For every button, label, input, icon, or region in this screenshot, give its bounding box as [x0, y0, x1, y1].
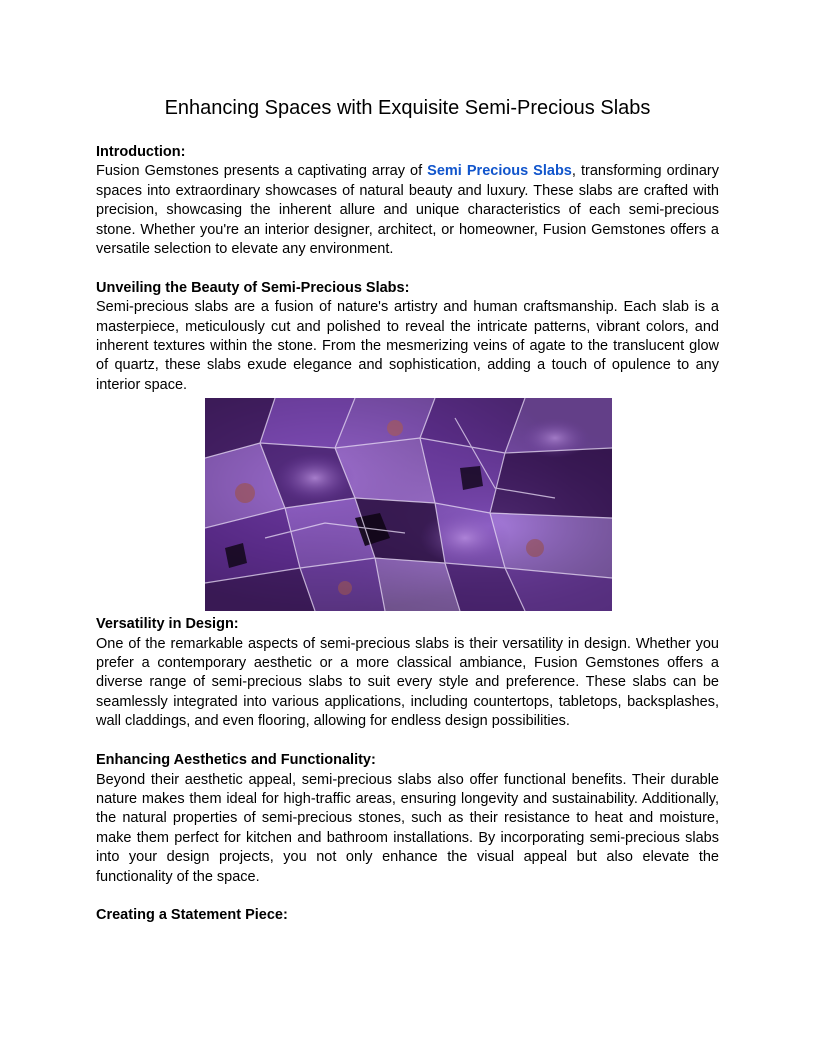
document-title: Enhancing Spaces with Exquisite Semi-Precious Slabs: [164, 97, 651, 119]
intro-text-before-link: Fusion Gemstones presents a captivating array of: [96, 163, 428, 180]
section-heading-introduction: Introduction:: [96, 144, 186, 160]
section-text-aesthetics: Beyond their aesthetic appeal, semi-precious slabs also offer functional benefits. Their durable nature makes them ideal for high-traffic areas, ensuring longevity and sustainability. Additionally, the natural properties of semi-precious stones, such as their resistance to heat and moisture, make them perfect for kitchen and bathroom installations. By incorporating semi-precious slabs into your design projects, you not only enhance the visual appeal but also elevate the functionality of the space.: [96, 771, 719, 885]
section-heading-unveiling: Unveiling the Beauty of Semi-Precious Slabs:: [96, 279, 410, 296]
amethyst-slab-image: [205, 398, 612, 611]
section-text-introduction: [96, 162, 719, 259]
section-heading-statement: Creating a Statement Piece:: [96, 907, 288, 924]
semi-precious-slabs-link[interactable]: Semi Precious Slabs: [427, 163, 572, 180]
intro-text-after-link: , transforming ordinary spaces into extraordinary showcases of natural beauty and luxury. These slabs are crafted with precision, showcasing the inherent allure and unique characteristics of each semi-precious stone. Whether you're an interior designer, architect, or homeowner, Fusion Gemstones offers a versatile selection to elevate any environment.: [96, 163, 719, 258]
section-heading-versatility: Versatility in Design:: [96, 616, 239, 633]
section-text-versatility: One of the remarkable aspects of semi-precious slabs is their versatility in design. Whether you prefer a contemporary aesthetic or a more classical ambiance, Fusion Gemstones offers a diverse range of semi-precious slabs to suit every style and preference. These slabs can be seamlessly integrated into various applications, including countertops, tabletops, backsplashes, wall claddings, and even flooring, allowing for endless design possibilities.: [96, 635, 719, 730]
document-page: [96, 94, 719, 926]
section-text-unveiling: Semi-precious slabs are a fusion of nature's artistry and human craftsmanship. Each slab is a masterpiece, meticulously cut and polished to reveal the intricate patterns, vibrant colors, and inherent textures within the stone. From the mesmerizing veins of agate to the translucent glow of quartz, these slabs exude elegance and sophistication, adding a touch of opulence to any interior space.: [96, 299, 719, 393]
section-heading-aesthetics: Enhancing Aesthetics and Functionality:: [96, 752, 376, 769]
